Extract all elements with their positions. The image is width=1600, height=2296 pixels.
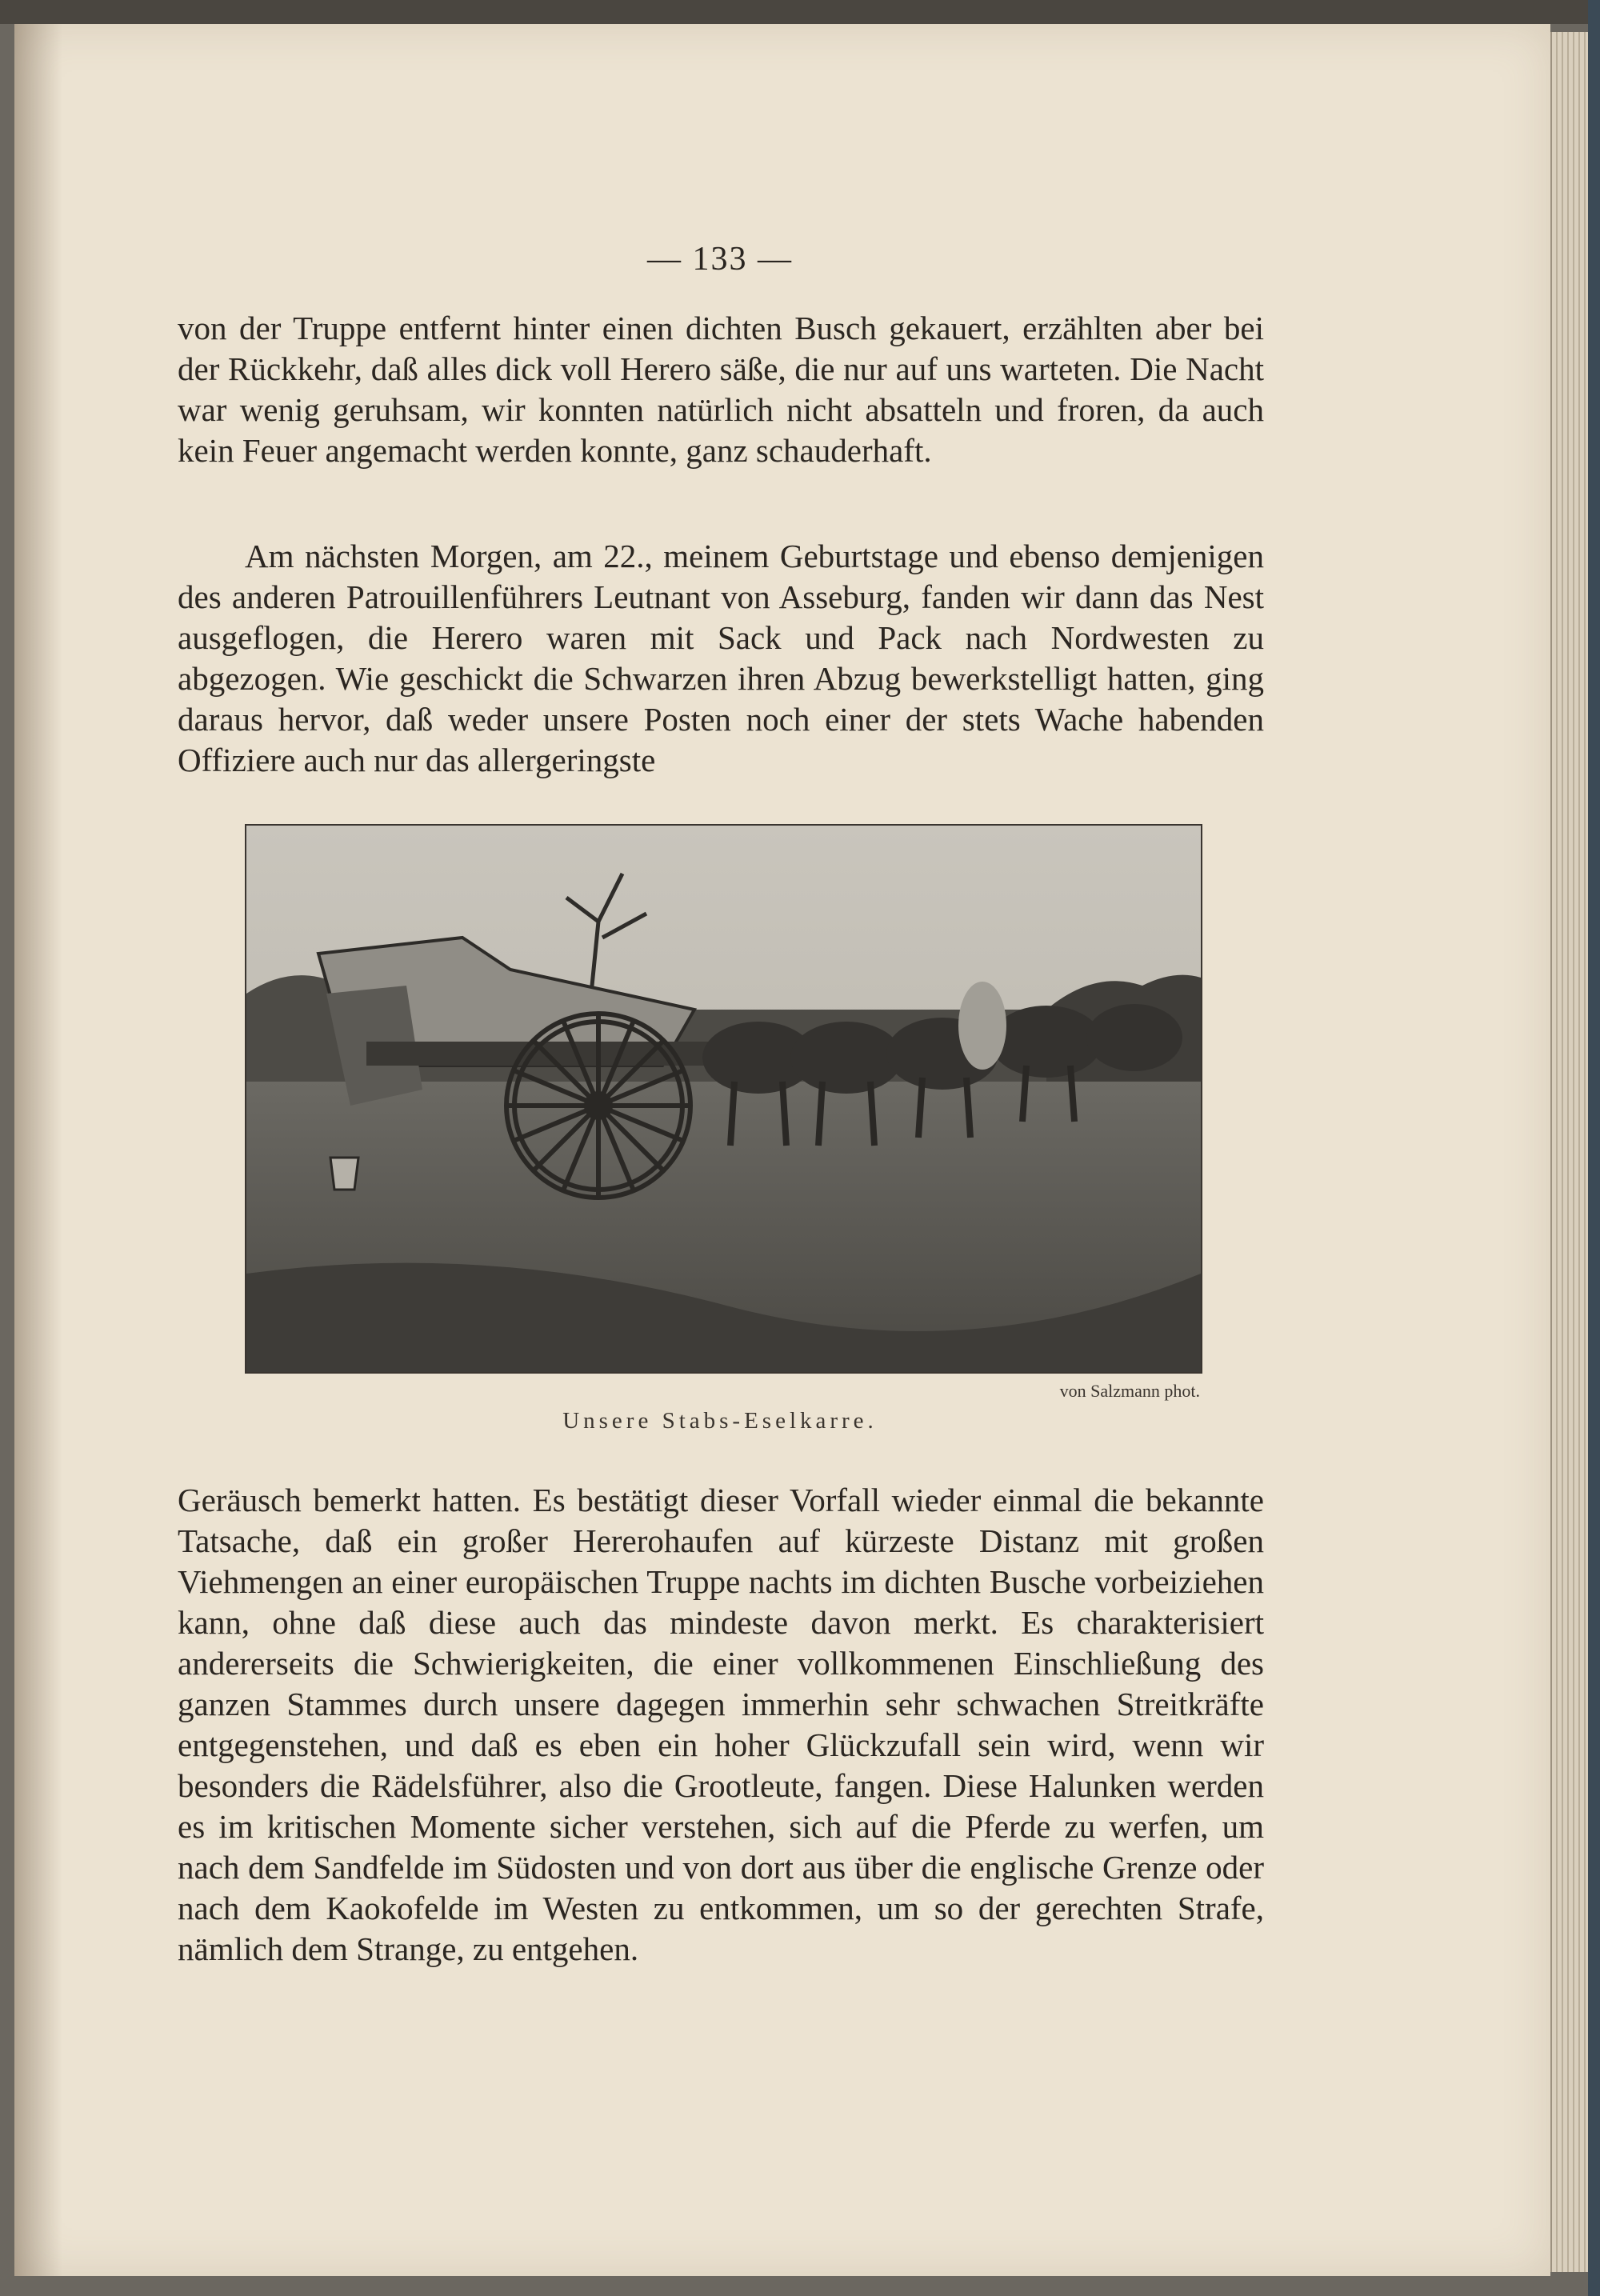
spine-shadow: [14, 24, 62, 2276]
paragraph-3: Geräusch bemerkt hatten. Es bestätigt dieser Vorfall wieder einmal die bekannte Tatsache, daß ein großer Hererohaufen auf kürzeste Distanz mit großen Viehmengen an einer europäischen Truppe nachts im dichten Busche vorbeiziehen kann, ohne daß diese auch das mindeste davon merkt. Es charakterisiert andererseits die Schwierigkeiten, die einer vollkommenen Einschließung des ganzen Stammes durch unsere dagegen immerhin sehr schwachen Streitkräfte entgegenstehen, und daß es eben ein hoher Glückzufall sein wird, wenn wir besonders die Rädelsführer, also die Grootleute, fangen. Diese Halunken werden es im kritischen Momente sicher verstehen, sich auf die Pferde zu werfen, um nach dem Sandfelde im Südosten und von dort aus über die englische Grenze oder nach dem Kaokofelde im Westen zu entkommen, um so der gerechten Strafe, nämlich dem Strange, zu entgehen.: [178, 1482, 1264, 1967]
book-cover-edge: [1588, 0, 1600, 2296]
photo-credit: von Salzmann phot.: [1059, 1381, 1200, 1401]
paragraph-1: von der Truppe entfernt hinter einen dichten Busch gekauert, erzählten aber bei der Rückkehr, daß alles dick voll Herero säße, die nur auf uns warteten. Die Nacht war wenig geruhsam, wir konnten natürlich nicht absatteln und froren, da auch kein Feuer angemacht werden konnte, ganz schauderhaft.: [178, 310, 1264, 469]
photograph-image: [246, 826, 1201, 1372]
book-top-edge: [0, 0, 1600, 24]
figure-caption: Unsere Stabs-Eselkarre.: [562, 1408, 878, 1434]
photograph-donkey-cart: [245, 824, 1202, 1374]
paragraph-2: Am nächsten Morgen, am 22., meinem Geburtstage und ebenso demjenigen des anderen Patrouillenführers Leutnant von Asseburg, fanden wir dann das Nest ausgeflogen, die Herero waren mit Sack und Pack nach Nordwesten zu abgezogen. Wie geschickt die Schwarzen ihren Abzug bewerkstelligt hatten, ging daraus hervor, daß weder unsere Posten noch einer der stets Wache habenden Offiziere auch nur das allergeringste: [178, 538, 1264, 778]
page-number: — 133 —: [647, 241, 793, 278]
